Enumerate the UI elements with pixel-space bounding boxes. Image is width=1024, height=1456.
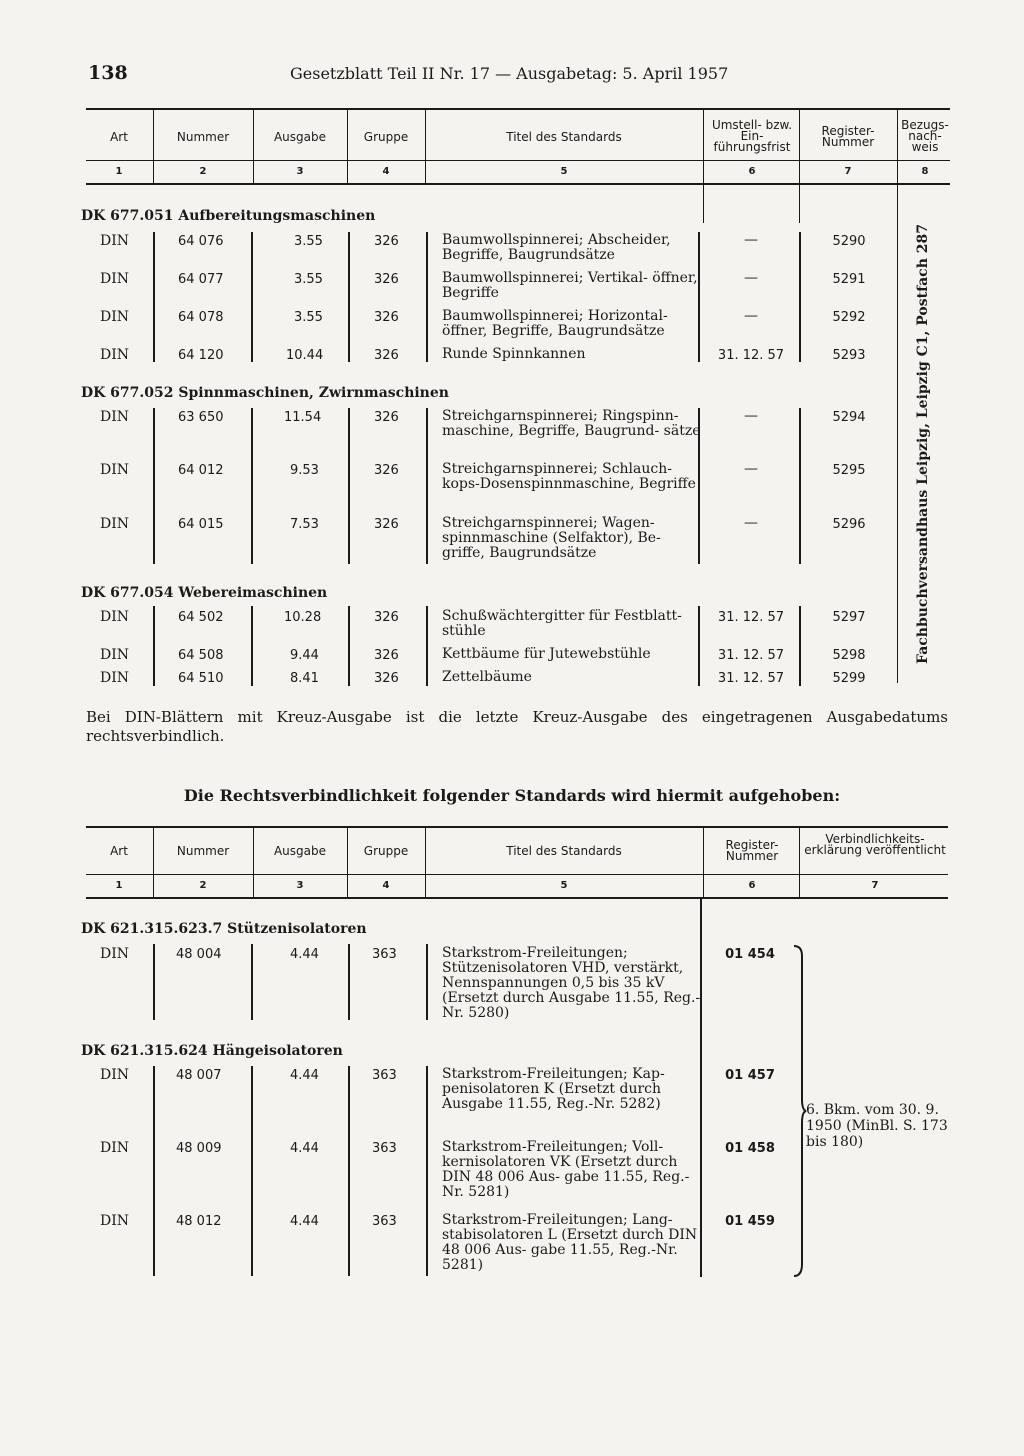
- t2-colnum-4: 4: [382, 880, 390, 891]
- row-nummer: 48 007: [176, 1068, 222, 1083]
- row-frist: 31. 12. 57: [717, 348, 785, 363]
- row-gruppe: 363: [372, 1068, 397, 1083]
- row-nummer: 64 015: [178, 517, 224, 532]
- row-frist: —: [744, 461, 758, 477]
- bezugsnachweis-text: Fachbuchversandhaus Leipzig, Leipzig C1, Postfach 287: [915, 224, 931, 664]
- t1-colnum-3: 3: [296, 166, 304, 177]
- row-nummer: 48 004: [176, 947, 222, 962]
- row-nummer: 48 009: [176, 1141, 222, 1156]
- row-nummer: 48 012: [176, 1214, 222, 1229]
- row-titel: Runde Spinnkannen: [442, 346, 586, 362]
- t2-col-nummer: Nummer: [176, 844, 230, 858]
- row-titel: Streichgarnspinnerei; Ringspinn- maschine, Begriffe, Baugrund- sätze: [442, 408, 701, 439]
- row-ausgabe: 4.44: [290, 1141, 319, 1156]
- row-art: DIN: [100, 233, 130, 249]
- t1-colnum-2: 2: [199, 166, 207, 177]
- t2-colnum-7: 7: [871, 880, 879, 891]
- t1-col-register: Register- Nummer: [821, 124, 875, 149]
- row-ausgabe: 10.28: [284, 610, 322, 625]
- row-gruppe: 326: [374, 463, 399, 478]
- row-register: 5297: [832, 610, 866, 625]
- row-titel: Streichgarnspinnerei; Wagen- spinnmaschine (Selfaktor), Be- griffe, Baugrundsätze: [442, 515, 661, 561]
- t1-colnum-5: 5: [560, 166, 568, 177]
- row-nummer: 63 650: [178, 410, 224, 425]
- row-art: DIN: [100, 347, 130, 363]
- t2-colnum-3: 3: [296, 880, 304, 891]
- row-ausgabe: 8.41: [290, 671, 319, 686]
- row-frist: —: [744, 270, 758, 286]
- t2-section-heading: DK 621.315.624 Hängeisolatoren: [81, 1043, 343, 1059]
- row-nummer: 64 510: [178, 671, 224, 686]
- row-register: 5290: [832, 234, 866, 249]
- row-art: DIN: [100, 309, 130, 325]
- row-register: 5292: [832, 310, 866, 325]
- row-art: DIN: [100, 1067, 130, 1083]
- bezugsnachweis-vertical: [912, 224, 934, 664]
- row-ausgabe: 9.53: [290, 463, 319, 478]
- row-frist: 31. 12. 57: [717, 648, 785, 663]
- row-register: 5296: [832, 517, 866, 532]
- row-ausgabe: 7.53: [290, 517, 319, 532]
- row-register: 5294: [832, 410, 866, 425]
- t1-col-gruppe: Gruppe: [363, 130, 409, 144]
- t1-col-ausgabe: Ausgabe: [273, 130, 327, 144]
- row-art: DIN: [100, 670, 130, 686]
- row-gruppe: 326: [374, 348, 399, 363]
- t1-section-heading: DK 677.051 Aufbereitungsmaschinen: [81, 208, 376, 224]
- row-titel: Baumwollspinnerei; Abscheider, Begriffe, Baugrundsätze: [442, 232, 671, 263]
- row-frist: —: [744, 232, 758, 248]
- t1-col-art: Art: [110, 130, 128, 144]
- row-nummer: 64 502: [178, 610, 224, 625]
- row-frist: —: [744, 308, 758, 324]
- row-titel: Starkstrom-Freileitungen; Kap- penisolatoren K (Ersetzt durch Ausgabe 11.55, Reg.-Nr. 5282): [442, 1066, 665, 1112]
- page-number: 138: [88, 62, 128, 84]
- row-register: 5293: [832, 348, 866, 363]
- row-gruppe: 326: [374, 610, 399, 625]
- row-gruppe: 363: [372, 947, 397, 962]
- t1-colnum-1: 1: [115, 166, 123, 177]
- row-register: 5299: [832, 671, 866, 686]
- verbindlichkeit-reference: 6. Bkm. vom 30. 9. 1950 (MinBl. S. 173 bis 180): [806, 1102, 948, 1150]
- page-header-title: Gesetzblatt Teil II Nr. 17 — Ausgabetag: 5. April 1957: [290, 64, 729, 83]
- row-titel: Streichgarnspinnerei; Schlauch- kops-Dosenspinnmaschine, Begriffe: [442, 461, 696, 492]
- t2-colnum-5: 5: [560, 880, 568, 891]
- t1-colnum-7: 7: [844, 166, 852, 177]
- t1-section-heading: DK 677.054 Webereimaschinen: [81, 585, 328, 601]
- t2-col-art: Art: [110, 844, 128, 858]
- row-gruppe: 326: [374, 272, 399, 287]
- t1-col-nummer: Nummer: [176, 130, 230, 144]
- t1-col-titel: Titel des Standards: [506, 130, 622, 144]
- row-titel: Baumwollspinnerei; Vertikal- öffner, Begriffe: [442, 270, 698, 301]
- footnote: Bei DIN-Blättern mit Kreuz-Ausgabe ist die letzte Kreuz-Ausgabe des eingetragenen Ausgabedatums rechtsverbindlich.: [86, 708, 948, 745]
- row-art: DIN: [100, 409, 130, 425]
- t2-col-titel: Titel des Standards: [506, 844, 622, 858]
- row-titel: Zettelbäume: [442, 669, 532, 685]
- row-register: 01 457: [725, 1068, 775, 1083]
- row-art: DIN: [100, 1140, 130, 1156]
- row-titel: Starkstrom-Freileitungen; Stützenisolatoren VHD, verstärkt, Nennspannungen 0,5 bis 35 kV (Ersetzt durch Ausgabe 11.55, Reg.-Nr. 5280): [442, 945, 701, 1021]
- row-nummer: 64 076: [178, 234, 224, 249]
- t1-colnum-4: 4: [382, 166, 390, 177]
- row-ausgabe: 11.54: [284, 410, 322, 425]
- row-ausgabe: 3.55: [294, 234, 323, 249]
- section-heading: Die Rechtsverbindlichkeit folgender Standards wird hiermit aufgehoben:: [183, 786, 841, 805]
- t1-section-heading: DK 677.052 Spinnmaschinen, Zwirnmaschinen: [81, 385, 449, 401]
- t2-col-verbindlichkeit: Verbindlichkeits- erklärung veröffentlicht: [804, 832, 946, 857]
- row-titel: Starkstrom-Freileitungen; Lang- stabisolatoren L (Ersetzt durch DIN 48 006 Aus- gabe 11.55, Reg.-Nr. 5281): [442, 1212, 698, 1273]
- row-register: 5295: [832, 463, 866, 478]
- t2-col-gruppe: Gruppe: [363, 844, 409, 858]
- row-gruppe: 363: [372, 1214, 397, 1229]
- row-art: DIN: [100, 462, 130, 478]
- row-nummer: 64 508: [178, 648, 224, 663]
- row-frist: 31. 12. 57: [717, 671, 785, 686]
- row-titel: Kettbäume für Jutewebstühle: [442, 646, 651, 662]
- row-titel: Starkstrom-Freileitungen; Voll- kernisolatoren VK (Ersetzt durch DIN 48 006 Aus- gabe 11.55, Reg.-Nr. 5281): [442, 1139, 690, 1200]
- t2-colnum-6: 6: [748, 880, 756, 891]
- header-rule: [86, 108, 950, 110]
- row-gruppe: 326: [374, 410, 399, 425]
- row-frist: —: [744, 408, 758, 424]
- t1-col-frist: Umstell- bzw. Ein- führungsfrist: [711, 118, 793, 154]
- t1-colnum-6: 6: [748, 166, 756, 177]
- row-art: DIN: [100, 609, 130, 625]
- row-register: 5298: [832, 648, 866, 663]
- row-register: 5291: [832, 272, 866, 287]
- row-gruppe: 326: [374, 671, 399, 686]
- row-register: 01 458: [725, 1141, 775, 1156]
- row-art: DIN: [100, 516, 130, 532]
- row-gruppe: 326: [374, 648, 399, 663]
- row-art: DIN: [100, 1213, 130, 1229]
- row-ausgabe: 4.44: [290, 947, 319, 962]
- row-frist: 31. 12. 57: [717, 610, 785, 625]
- t2-colnum-1: 1: [115, 880, 123, 891]
- t1-colnum-8: 8: [921, 166, 929, 177]
- row-art: DIN: [100, 946, 130, 962]
- row-nummer: 64 012: [178, 463, 224, 478]
- row-gruppe: 326: [374, 234, 399, 249]
- row-nummer: 64 077: [178, 272, 224, 287]
- row-titel: Baumwollspinnerei; Horizontal- öffner, Begriffe, Baugrundsätze: [442, 308, 668, 339]
- t2-col-ausgabe: Ausgabe: [273, 844, 327, 858]
- t1-col-bezug: Bezugs- nach- weis: [901, 118, 949, 154]
- row-frist: —: [744, 515, 758, 531]
- t2-section-heading: DK 621.315.623.7 Stützenisolatoren: [81, 921, 367, 937]
- t2-col-register: Register- Nummer: [725, 838, 779, 863]
- row-gruppe: 363: [372, 1141, 397, 1156]
- row-ausgabe: 10.44: [286, 348, 324, 363]
- row-art: DIN: [100, 271, 130, 287]
- row-ausgabe: 4.44: [290, 1214, 319, 1229]
- row-art: DIN: [100, 647, 130, 663]
- row-ausgabe: 3.55: [294, 272, 323, 287]
- row-register: 01 454: [725, 947, 775, 962]
- t2-colnum-2: 2: [199, 880, 207, 891]
- row-register: 01 459: [725, 1214, 775, 1229]
- row-gruppe: 326: [374, 517, 399, 532]
- row-ausgabe: 3.55: [294, 310, 323, 325]
- row-titel: Schußwächtergitter für Festblatt- stühle: [442, 608, 682, 639]
- row-ausgabe: 9.44: [290, 648, 319, 663]
- row-gruppe: 326: [374, 310, 399, 325]
- row-ausgabe: 4.44: [290, 1068, 319, 1083]
- row-nummer: 64 078: [178, 310, 224, 325]
- row-nummer: 64 120: [178, 348, 224, 363]
